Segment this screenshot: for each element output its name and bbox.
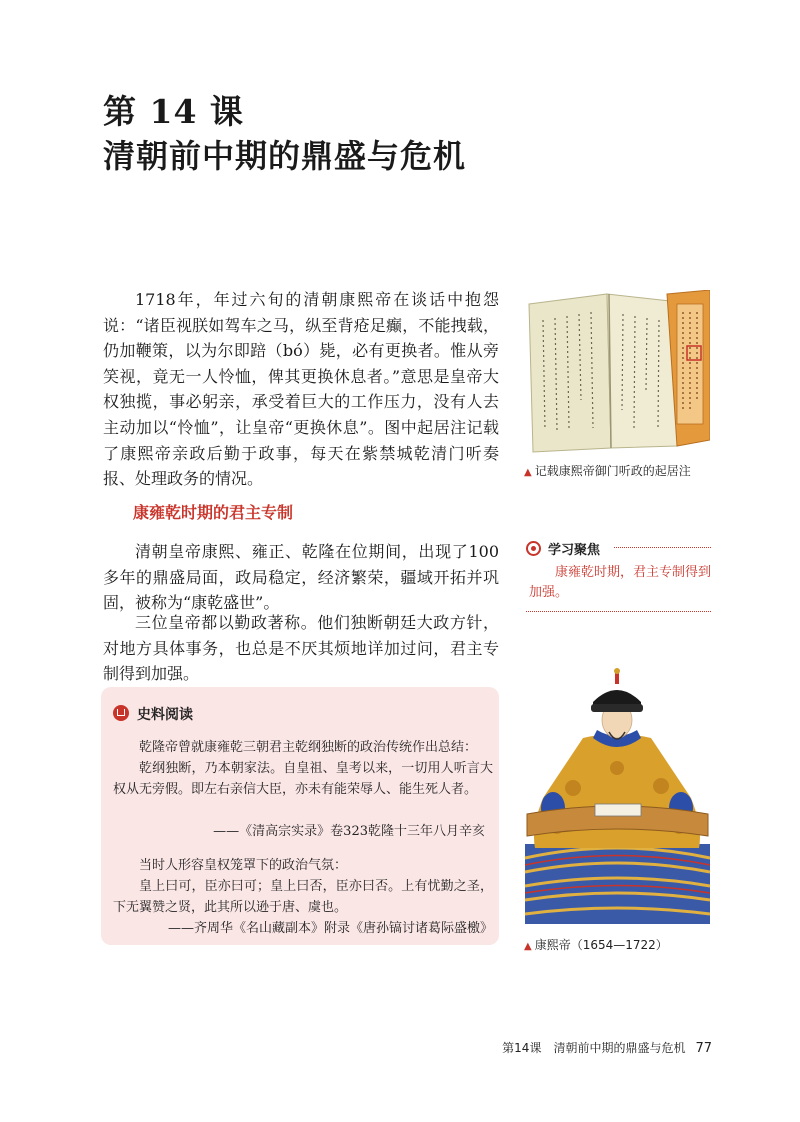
section-paragraph-2: 三位皇帝都以勤政著称。他们独断朝廷大政方针，对地方具体事务，也总是不厌其烦地详加过问，君主专制得到加强。 <box>103 613 499 684</box>
focus-divider <box>614 547 711 548</box>
section-heading: 康雍乾时期的君主专制 <box>133 503 294 522</box>
page-footer <box>440 1039 712 1056</box>
lesson-number: 第 14 课 <box>103 92 244 131</box>
reading-quote2: 皇上曰可，臣亦曰可；皇上曰否，臣亦曰否。上有忧勤之圣，下无翼赞之贤，此其所以逊于唐、虞也。 <box>113 879 493 915</box>
reading-quote2-intro: 当时人形容皇权笼罩下的政治气氛： <box>139 858 348 873</box>
reading-source2: ——齐周华《名山藏副本》附录《唐孙镐讨诸葛际盛檄》 <box>167 921 493 936</box>
focus-text: 康雍乾时期，君主专制得到加强。 <box>529 565 712 600</box>
section-paragraph-1: 清朝皇帝康熙、雍正、乾隆在位期间，出现了100多年的鼎盛局面，政局稳定，经济繁荣，疆域开拓并巩固，被称为“康乾盛世”。 <box>103 542 499 613</box>
lesson-title: 清朝前中期的鼎盛与危机 <box>103 137 467 175</box>
reading-source1: ——《清高宗实录》卷323乾隆十三年八月辛亥 <box>213 824 485 839</box>
kangxi-caption-text: 康熙帝（1654—1722） <box>534 938 668 952</box>
reading-quote1-intro: 乾隆帝曾就康雍乾三朝君主乾纲独断的政治传统作出总结： <box>139 740 478 755</box>
kangxi-portrait-image <box>523 668 712 924</box>
diary-caption <box>524 462 691 479</box>
reading-quote1: 乾纲独断，乃本朝家法。自皇祖、皇考以来，一切用人听言大权从无旁假。即左右亲信大臣，亦未有能荣辱人、能生死人者。 <box>113 761 493 797</box>
focus-bottom-divider <box>526 611 711 612</box>
page-number: 77 <box>695 1041 712 1056</box>
court-diary-image <box>527 290 710 455</box>
diary-caption-text: 记载康熙帝御门听政的起居注 <box>534 464 691 478</box>
caption-triangle-icon: ▲ <box>524 467 532 478</box>
kangxi-caption <box>524 936 668 953</box>
caption-triangle-icon: ▲ <box>524 941 532 952</box>
running-title: 第14课 清朝前中期的鼎盛与危机 <box>502 1041 686 1055</box>
focus-target-icon <box>526 541 541 556</box>
focus-title: 学习聚焦 <box>548 543 601 558</box>
reading-title: 史料阅读 <box>137 707 193 723</box>
book-icon <box>113 705 129 721</box>
intro-paragraph: 1718年，年过六旬的清朝康熙帝在谈话中抱怨说：“诸臣视朕如驾车之马，纵至背疮足癫，不能拽载，仍加鞭策，以为尔即踣（bó）毙，必有更换者。惟从旁笑视，竟无一人怜恤，俾其更换休息者。”意思是皇帝大权独揽，事必躬亲，承受着巨大的工作压力，没有人去主动加以“怜恤”，让皇帝“更换休息”。图中起居注记载了康熙帝亲政后勤于政事，每天在紫禁城乾清门听奏报、处理政务的情况。 <box>103 290 499 489</box>
